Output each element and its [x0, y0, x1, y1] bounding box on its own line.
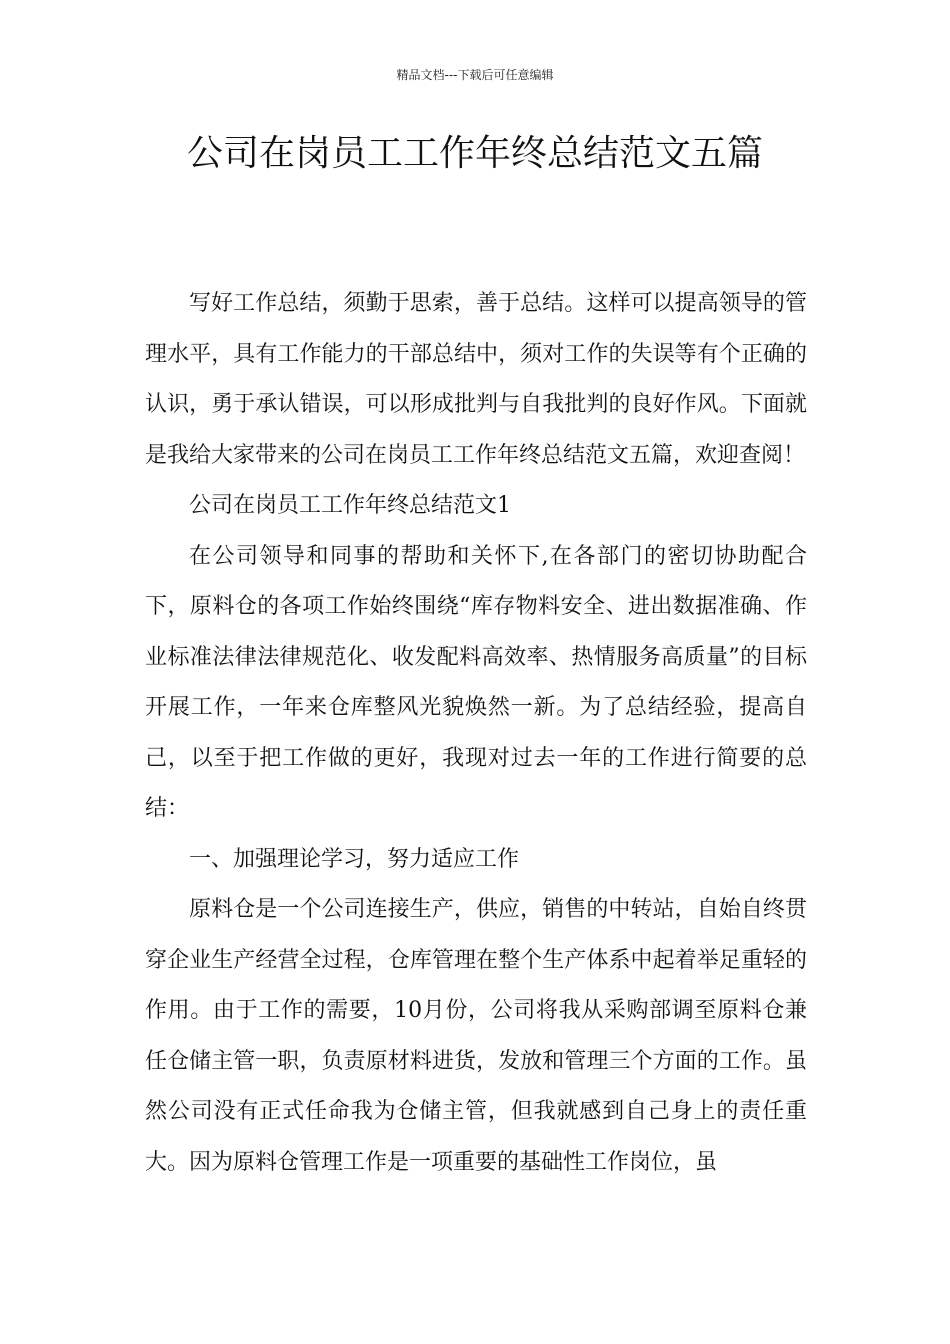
document-body	[145, 279, 807, 1188]
subsection-heading: 一、加强理论学习，努力适应工作	[189, 846, 520, 872]
body-paragraph: 原料仓是一个公司连接生产，供应，销售的中转站，自始自终贯穿企业生产经营全过程，仓库管理在整个生产体系中起着举足重轻的作用。由于工作的需要，10月份，公司将我从采购部调至原料仓兼任仓储主管一职，负责原材料进货，发放和管理三个方面的工作。虽然公司没有正式任命我为仓储主管，但我就感到自己身上的责任重大。因为原料仓管理工作是一项重要的基础性工作岗位，虽	[145, 897, 807, 1175]
header-note: 精品文档---下载后可任意编辑	[396, 68, 554, 82]
section-heading-sample-1: 公司在岗员工工作年终总结范文1	[189, 493, 511, 518]
intro-paragraph: 写好工作总结，须勤于思索，善于总结。这样可以提高领导的管理水平，具有工作能力的干部总结中，须对工作的失误等有个正确的认识，勇于承认错误，可以形成批判与自我批判的良好作风。下面就是我给大家带来的公司在岗员工工作年终总结范文五篇，欢迎查阅！	[145, 291, 807, 468]
document-title: 公司在岗员工工作年终总结范文五篇	[186, 133, 763, 174]
body-paragraph: 在公司领导和同事的帮助和关怀下,在各部门的密切协助配合下，原料仓的各项工作始终围绕“库存物料安全、进出数据准确、作业标准法律法律规范化、收发配料高效率、热情服务高质量”的目标开展工作，一年来仓库整风光貌焕然一新。为了总结经验，提高自己，以至于把工作做的更好，我现对过去一年的工作进行简要的总结：	[145, 543, 807, 821]
